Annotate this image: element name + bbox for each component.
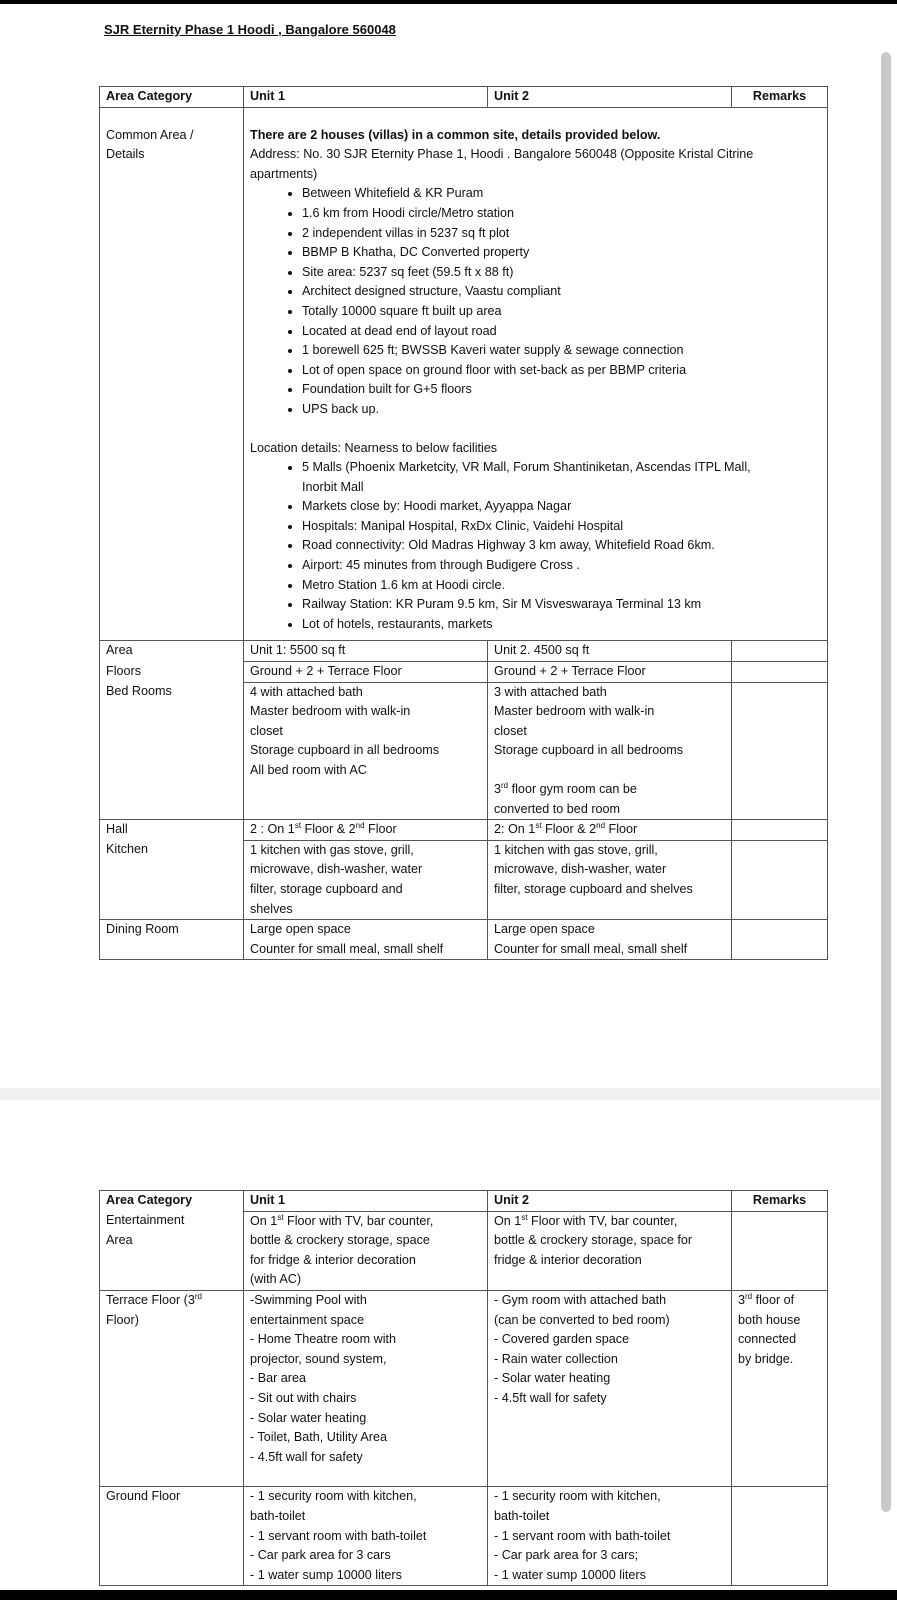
common-area-details: [244, 107, 828, 641]
bedrooms-unit-1: 4 with attached bath Master bedroom with walk-in closet Storage cupboard in all bedrooms All bed room with AC: [244, 682, 488, 820]
table-row: [100, 840, 828, 919]
list-item: • Site area: 5237 sq feet (59.5 ft x 88 ft): [302, 263, 821, 283]
list-item: • Railway Station: KR Puram 9.5 km, Sir M Visveswaraya Terminal 13 km: [302, 595, 821, 615]
list-item: • Architect designed structure, Vaastu compliant: [302, 282, 821, 302]
location-list: [250, 458, 821, 634]
list-item: • Road connectivity: Old Madras Highway 3 km away, Whitefield Road 6km.: [302, 536, 821, 556]
list-item: • Foundation built for G+5 floors: [302, 380, 821, 400]
entertainment-label: Entertainment Area: [100, 1211, 244, 1290]
kitchen-unit-1: 1 kitchen with gas stove, grill, microwave, dish-washer, water filter, storage cupboard and shelves: [244, 840, 488, 919]
header-area-category: Area Category: [100, 87, 244, 108]
table-row: [100, 682, 828, 820]
ground-floor-label: Ground Floor: [100, 1487, 244, 1586]
table-row: [100, 662, 828, 683]
terrace-unit-2: - Gym room with attached bath (can be converted to bed room) - Covered garden space - Rain water collection - Solar water heating - 4.5ft wall for safety: [488, 1290, 732, 1486]
page-break: [0, 1088, 880, 1100]
header-unit-2: Unit 2: [488, 87, 732, 108]
list-item: • Hospitals: Manipal Hospital, RxDx Clinic, Vaidehi Hospital: [302, 517, 821, 537]
table-row: [100, 641, 828, 662]
table-row: [100, 1290, 828, 1486]
list-item: • 1.6 km from Hoodi circle/Metro station: [302, 204, 821, 224]
table-row: [100, 920, 828, 960]
table-row: [100, 820, 828, 841]
list-item: • 5 Malls (Phoenix Marketcity, VR Mall, Forum Shantiniketan, Ascendas ITPL Mall, Inorbit Mall: [302, 458, 821, 497]
floors-label: Floors: [100, 662, 244, 683]
list-item: • UPS back up.: [302, 400, 821, 420]
kitchen-remarks: [732, 840, 828, 919]
area-unit-1: Unit 1: 5500 sq ft: [244, 641, 488, 662]
table-row: [100, 1487, 828, 1586]
floors-unit-1: Ground + 2 + Terrace Floor: [244, 662, 488, 683]
list-item: • Markets close by: Hoodi market, Ayyappa Nagar: [302, 497, 821, 517]
floors-unit-2: Ground + 2 + Terrace Floor: [488, 662, 732, 683]
area-unit-2: Unit 2. 4500 sq ft: [488, 641, 732, 662]
dining-unit-2: Large open space Counter for small meal, small shelf: [488, 920, 732, 960]
top-edge: [0, 0, 897, 4]
header-remarks: Remarks: [732, 1191, 828, 1212]
header-remarks: Remarks: [732, 87, 828, 108]
list-item: • Airport: 45 minutes from through Budigere Cross .: [302, 556, 821, 576]
list-item: • Totally 10000 square ft built up area: [302, 302, 821, 322]
list-item: • 1 borewell 625 ft; BWSSB Kaveri water supply & sewage connection: [302, 341, 821, 361]
list-item: • Lot of hotels, restaurants, markets: [302, 615, 821, 635]
kitchen-label: Kitchen: [100, 840, 244, 919]
address-line-2: apartments): [250, 166, 318, 181]
feature-list: [250, 184, 821, 419]
common-area-row: [100, 107, 828, 641]
entertainment-unit-2: On 1st Floor with TV, bar counter, bottle & crockery storage, space for fridge & interior decoration: [488, 1211, 732, 1290]
table-row: [100, 1211, 828, 1290]
scrollbar[interactable]: [881, 52, 891, 1512]
floors-remarks: [732, 662, 828, 683]
bottom-edge: [0, 1590, 897, 1600]
header-area-category: Area Category: [100, 1191, 244, 1212]
common-intro: There are 2 houses (villas) in a common site, details provided below.: [250, 127, 661, 142]
document-title: SJR Eternity Phase 1 Hoodi , Bangalore 560048: [104, 22, 396, 37]
hall-unit-1: 2 : On 1st Floor & 2nd Floor: [244, 820, 488, 841]
header-row: [100, 87, 828, 108]
kitchen-unit-2: 1 kitchen with gas stove, grill, microwave, dish-washer, water filter, storage cupboard and shelves: [488, 840, 732, 919]
common-area-label: Common Area / Details: [100, 107, 244, 641]
terrace-unit-1: -Swimming Pool with entertainment space - Home Theatre room with projector, sound system, - Bar area - Sit out with chairs - Solar water heating - Toilet, Bath, Utility Area - 4.5ft wall for safety: [244, 1290, 488, 1486]
header-unit-1: Unit 1: [244, 87, 488, 108]
list-item: • Lot of open space on ground floor with set-back as per BBMP criteria: [302, 361, 821, 381]
ground-floor-remarks: [732, 1487, 828, 1586]
entertainment-remarks: [732, 1211, 828, 1290]
list-item: • Metro Station 1.6 km at Hoodi circle.: [302, 576, 821, 596]
list-item: • 2 independent villas in 5237 sq ft plot: [302, 224, 821, 244]
header-unit-1: Unit 1: [244, 1191, 488, 1212]
bedrooms-remarks: [732, 682, 828, 820]
location-heading: Location details: Nearness to below facilities: [250, 440, 498, 455]
entertainment-unit-1: On 1st Floor with TV, bar counter, bottle & crockery storage, space for fridge & interior decoration (with AC): [244, 1211, 488, 1290]
terrace-remarks: 3rd floor of both house connected by bridge.: [732, 1290, 828, 1486]
area-remarks: [732, 641, 828, 662]
property-details-table: [99, 86, 828, 960]
list-item: • BBMP B Khatha, DC Converted property: [302, 243, 821, 263]
hall-label: Hall: [100, 820, 244, 841]
address-line-1: Address: No. 30 SJR Eternity Phase 1, Hoodi . Bangalore 560048 (Opposite Kristal Citrine: [250, 147, 754, 162]
bedrooms-label: Bed Rooms: [100, 682, 244, 820]
ground-floor-unit-1: - 1 security room with kitchen, bath-toilet - 1 servant room with bath-toilet - Car park area for 3 cars - 1 water sump 10000 liters: [244, 1487, 488, 1586]
hall-remarks: [732, 820, 828, 841]
ground-floor-unit-2: - 1 security room with kitchen, bath-toilet - 1 servant room with bath-toilet - Car park area for 3 cars; - 1 water sump 10000 liters: [488, 1487, 732, 1586]
bedrooms-unit-2: 3 with attached bath Master bedroom with walk-in closet Storage cupboard in all bedrooms 3rd floor gym room can be converted to bed room: [488, 682, 732, 820]
header-unit-2: Unit 2: [488, 1191, 732, 1212]
list-item: • Located at dead end of layout road: [302, 322, 821, 342]
area-label: Area: [100, 641, 244, 662]
property-details-table-page-2: [99, 1190, 828, 1586]
dining-remarks: [732, 920, 828, 960]
hall-unit-2: 2: On 1st Floor & 2nd Floor: [488, 820, 732, 841]
dining-label: Dining Room: [100, 920, 244, 960]
list-item: • Between Whitefield & KR Puram: [302, 184, 821, 204]
header-row: [100, 1191, 828, 1212]
dining-unit-1: Large open space Counter for small meal, small shelf: [244, 920, 488, 960]
terrace-label: Terrace Floor (3rd Floor): [100, 1290, 244, 1486]
